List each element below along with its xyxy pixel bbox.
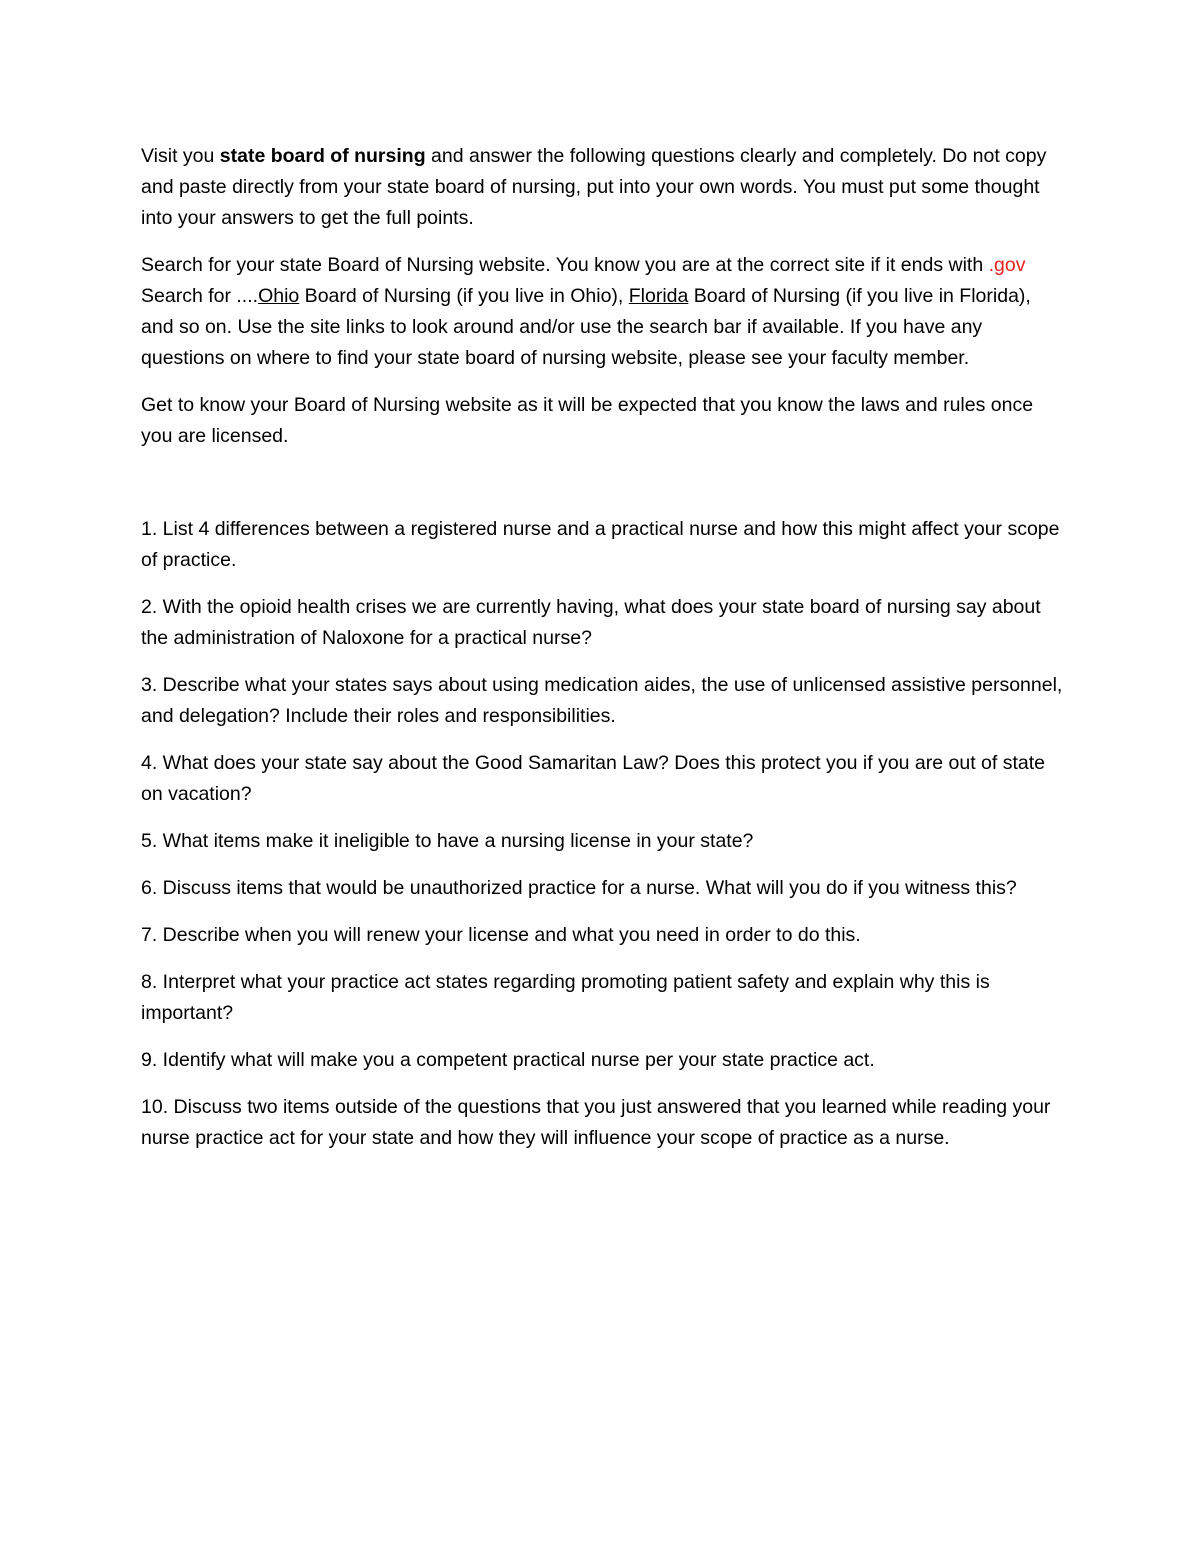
gov-highlight: .gov (988, 254, 1026, 276)
question-9: 9. Identify what will make you a competent practical nurse per your state practice act. (141, 1049, 875, 1071)
intro-paragraph-2 (141, 250, 1066, 374)
bold-phrase: state board of nursing (219, 145, 426, 167)
question-7: 7. Describe when you will renew your license and what you need in order to do this. (141, 924, 861, 946)
ohio-underlined: Ohio (258, 285, 300, 307)
intro-text: Search for your state Board of Nursing website. You know you are at the correct site if it ends with (141, 254, 989, 276)
intro-paragraph-3: Get to know your Board of Nursing website as it will be expected that you know the laws and rules once you are licensed. (141, 394, 1034, 447)
question-4: 4. What does your state say about the Good Samaritan Law? Does this protect you if you are out of state on vacation? (141, 752, 1046, 805)
intro-text: Visit you (141, 145, 220, 167)
question-1: 1. List 4 differences between a registered nurse and a practical nurse and how this might affect your scope of practice. (141, 518, 1060, 571)
section-spacer (141, 468, 1066, 514)
intro-paragraph-1 (141, 141, 1066, 234)
intro-text: Board of Nursing (if you live in Ohio), (299, 285, 629, 307)
intro-text: Board of Nursing (if you live in Florida), and so on. Use the site links to look around and/or use the search bar if available. If you have any questions on where to find your state board of nursing website, please see your faculty member. (141, 285, 1031, 369)
question-8: 8. Interpret what your practice act states regarding promoting patient safety and explain why this is important? (141, 971, 990, 1024)
question-6: 6. Discuss items that would be unauthorized practice for a nurse. What will you do if you witness this? (141, 877, 1017, 899)
florida-underlined: Florida (628, 285, 689, 307)
question-10: 10. Discuss two items outside of the questions that you just answered that you learned while reading your nurse practice act for your state and how they will influence your scope of practice as a nurse. (141, 1096, 1051, 1149)
question-3: 3. Describe what your states says about using medication aides, the use of unlicensed assistive personnel, and delegation? Include their roles and responsibilities. (141, 674, 1063, 727)
intro-text: Search for .... (141, 285, 259, 307)
document-body (141, 141, 1066, 1170)
intro-text: and answer the following questions clearly and completely. Do not copy and paste directly from your state board of nursing, put into your own words. You must put some thought into your answers to get the full points. (141, 145, 1047, 229)
question-2: 2. With the opioid health crises we are currently having, what does your state board of nursing say about the administration of Naloxone for a practical nurse? (141, 596, 1041, 649)
question-5: 5. What items make it ineligible to have a nursing license in your state? (141, 830, 754, 852)
